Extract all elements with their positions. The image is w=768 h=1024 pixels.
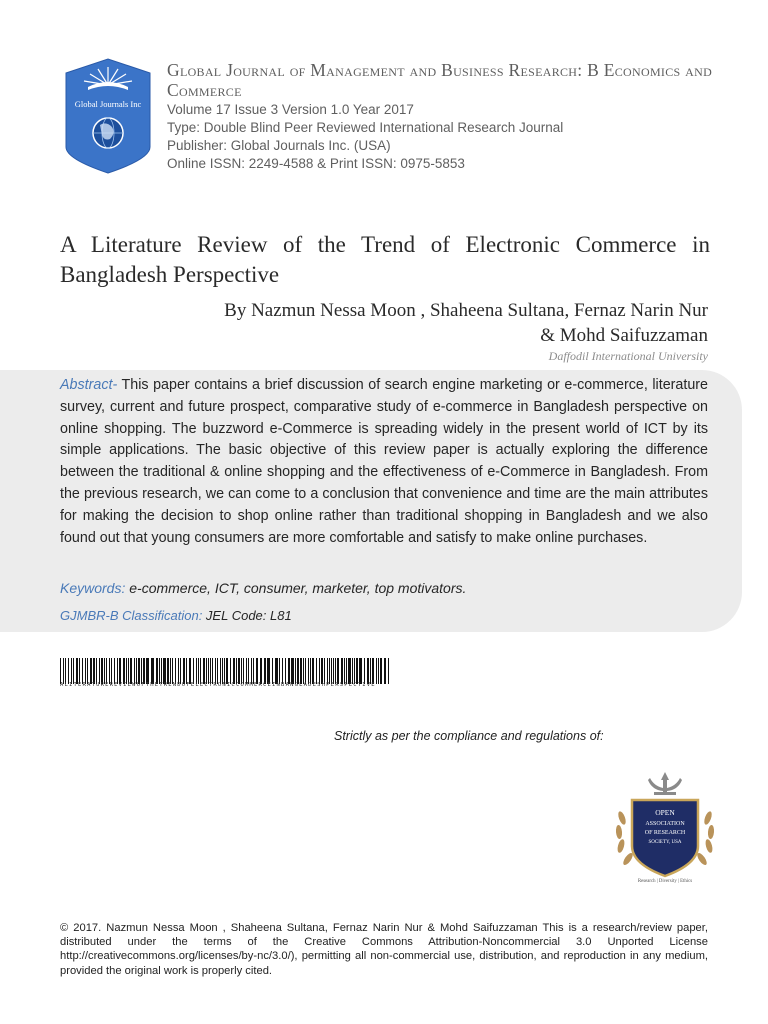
journal-name: Global Journal of Management and Business Research: B Economics and Commerce [167, 60, 713, 100]
keywords-value: e-commerce, ICT, consumer, marketer, top motivators. [125, 580, 467, 596]
paper-title: A Literature Review of the Trend of Electronic Commerce in Bangladesh Perspective [60, 232, 710, 287]
barcode-bar [206, 658, 207, 684]
classification-label: GJMBR-B Classification: [60, 608, 203, 623]
barcode-bar [104, 658, 105, 684]
barcode-bar [341, 658, 343, 684]
barcode-bar [79, 658, 80, 684]
barcode-bar [186, 658, 187, 684]
barcode-bar [233, 658, 235, 684]
barcode-bar [189, 658, 191, 684]
barcode-bar [130, 658, 132, 684]
classification [60, 608, 708, 623]
barcode-bar [384, 658, 386, 684]
barcode-bar [123, 658, 125, 684]
barcode-bar [241, 658, 242, 684]
barcode-bar [310, 658, 311, 684]
journal-type: Type: Double Blind Peer Reviewed International Research Journal [167, 120, 564, 135]
barcode-bar [285, 658, 286, 684]
barcode-bar [109, 658, 110, 684]
barcode-bar [208, 658, 209, 684]
barcode-bar [331, 658, 332, 684]
open-association-emblem [610, 770, 720, 890]
barcode-bar [348, 658, 351, 684]
volume-info: Volume 17 Issue 3 Version 1.0 Year 2017 [167, 102, 414, 117]
barcode-bar [71, 658, 72, 684]
barcode-bar [312, 658, 314, 684]
barcode-bar [128, 658, 129, 684]
barcode-bar [388, 658, 389, 684]
barcode-text: ALITERATUREREVIEWOFTHETRENDOFELECTRONICCOMMERCEINBANGLADESHPERSPECTIVE [60, 682, 376, 688]
issn-info: Online ISSN: 2249-4588 & Print ISSN: 0975-5853 [167, 156, 465, 171]
barcode-bar [243, 658, 244, 684]
globe-icon [93, 118, 123, 148]
barcode-bar [65, 658, 66, 684]
barcode-bar [303, 658, 304, 684]
barcode-bar [87, 658, 88, 684]
barcode-bar [111, 658, 112, 684]
barcode-bar [224, 658, 225, 684]
publisher-info: Publisher: Global Journals Inc. (USA) [167, 138, 391, 153]
barcode-bar [183, 658, 185, 684]
barcode-bar [134, 658, 135, 684]
logo-text: Global Journals Inc [74, 99, 142, 109]
barcode-bar [297, 658, 299, 684]
barcode-bar [151, 658, 154, 684]
abstract [60, 375, 708, 549]
barcode-bar [335, 658, 336, 684]
barcode-bar [196, 658, 197, 684]
global-journals-logo [62, 55, 154, 175]
barcode-bar [76, 658, 78, 684]
barcode-bar [333, 658, 334, 684]
barcode-bar [275, 658, 278, 684]
barcode-bar [260, 658, 262, 684]
barcode-bar [222, 658, 223, 684]
barcode-bar [364, 658, 365, 684]
barcode-bar [73, 658, 74, 684]
barcode-bar [264, 658, 266, 684]
barcode-bar [246, 658, 247, 684]
barcode-bar [376, 658, 377, 684]
barcode-bar [126, 658, 127, 684]
barcode-bar [193, 658, 194, 684]
barcode-bar [282, 658, 283, 684]
barcode-bar [146, 658, 149, 684]
barcode-bar [300, 658, 302, 684]
barcode-bar [136, 658, 137, 684]
barcode-bar [96, 658, 97, 684]
barcode-bar [117, 658, 118, 684]
barcode-bar [238, 658, 240, 684]
barcode-bar [203, 658, 205, 684]
barcode-bar [143, 658, 145, 684]
barcode-bar [215, 658, 216, 684]
trident-icon [648, 772, 682, 795]
barcode-bar [230, 658, 231, 684]
barcode-bar [372, 658, 374, 684]
copyright-footer: © 2017. Nazmun Nessa Moon , Shaheena Sultana, Fernaz Narin Nur & Mohd Saifuzzaman This is a research/review paper, distributed under the terms of the Creative Commons Attribution-Noncommercial 3.0 Unported License http://creativecommons.org/licenses/by-nc/3.0/), permitting all non-commercial use, distribution, and reproduction in any medium, provided the original work is properly cited. [60, 922, 708, 977]
barcode-bar [217, 658, 218, 684]
barcode-bar [60, 658, 61, 684]
barcode-bar [63, 658, 64, 684]
barcode-bar [329, 658, 330, 684]
emblem-line-3: OF RESEARCH [644, 830, 686, 836]
barcode-bar [172, 658, 173, 684]
barcode-bar [156, 658, 158, 684]
barcode-bar [138, 658, 140, 684]
barcode-bar [359, 658, 362, 684]
emblem-line-1: OPEN [655, 808, 675, 817]
barcode-bar [101, 658, 103, 684]
barcode-bar [305, 658, 306, 684]
barcode-bar [295, 658, 296, 684]
barcode-bar [200, 658, 201, 684]
barcode-bar [272, 658, 273, 684]
barcode-bar [170, 658, 171, 684]
barcode-bar [82, 658, 83, 684]
barcode [60, 658, 390, 684]
barcode-bar [198, 658, 199, 684]
barcode-bar [119, 658, 121, 684]
abstract-body: This paper contains a brief discussion of search engine marketing or e-commerce, literature survey, current and future prospect, comparative study of e-commerce in Bangladesh perspective on online shopping. The buzzword e-Commerce is spreading widely in the present world of ICT by its simple applications. The basic objective of this review paper is actually exploring the difference between the traditional & online shopping and the effectiveness of e-Commerce in Bangladesh. From the previous research, we can come to a conclusion that convenience and time are the main attributes for making the decision to shop online rather than traditional shopping in Bangladesh and we also found out that young consumers are more comfortable and satisfy to make online purchases. [60, 377, 708, 546]
barcode-bar [337, 658, 339, 684]
barcode-bar [354, 658, 355, 684]
barcode-bar [90, 658, 92, 684]
barcode-bar [308, 658, 309, 684]
barcode-bar [279, 658, 280, 684]
barcode-bar [93, 658, 95, 684]
authors-line-1: By Nazmun Nessa Moon , Shaheena Sultana, Fernaz Narin Nur [224, 300, 708, 321]
emblem-footer: Research | Diversity | Ethics [637, 879, 693, 884]
keywords [60, 580, 708, 596]
barcode-bar [344, 658, 345, 684]
barcode-bar [316, 658, 317, 684]
classification-value: JEL Code: L81 [202, 608, 292, 623]
barcode-bar [380, 658, 382, 684]
emblem-line-4: SOCIETY, USA [648, 840, 682, 845]
barcode-bar [324, 658, 325, 684]
barcode-bar [367, 658, 369, 684]
barcode-bar [68, 658, 69, 684]
barcode-bar [267, 658, 270, 684]
barcode-bar [178, 658, 179, 684]
barcode-bar [248, 658, 249, 684]
barcode-bar [163, 658, 166, 684]
barcode-bar [236, 658, 237, 684]
barcode-bar [114, 658, 115, 684]
barcode-bar [288, 658, 290, 684]
barcode-bar [370, 658, 371, 684]
barcode-bar [346, 658, 347, 684]
barcode-bar [291, 658, 294, 684]
barcode-bar [319, 658, 320, 684]
barcode-bar [251, 658, 252, 684]
emblem-line-2: ASSOCIATION [645, 821, 685, 827]
barcode-bar [253, 658, 254, 684]
barcode-bar [159, 658, 160, 684]
barcode-bar [85, 658, 86, 684]
barcode-bar [327, 658, 328, 684]
barcode-bar [106, 658, 107, 684]
barcode-bar [99, 658, 100, 684]
barcode-bar [352, 658, 353, 684]
barcode-bar [226, 658, 228, 684]
barcode-bar [175, 658, 176, 684]
barcode-bar [356, 658, 358, 684]
affiliation: Daffodil International University [548, 349, 708, 363]
barcode-bar [212, 658, 213, 684]
authors-line-2: & Mohd Saifuzzaman [540, 325, 708, 346]
barcode-bar [141, 658, 142, 684]
compliance-note: Strictly as per the compliance and regulations of: [334, 729, 604, 743]
barcode-bar [210, 658, 211, 684]
barcode-bar [321, 658, 323, 684]
barcode-bar [220, 658, 221, 684]
barcode-bar [167, 658, 169, 684]
abstract-label: Abstract- [60, 377, 118, 393]
barcode-bar [378, 658, 379, 684]
barcode-bar [256, 658, 258, 684]
keywords-label: Keywords: [60, 580, 126, 596]
barcode-bar [180, 658, 181, 684]
barcode-bar [161, 658, 162, 684]
